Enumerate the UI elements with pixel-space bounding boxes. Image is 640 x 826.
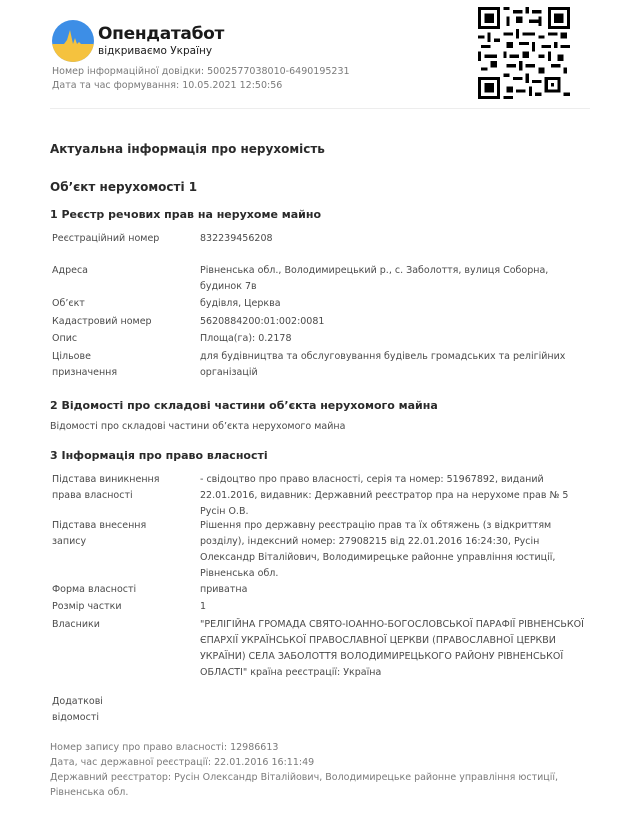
row-value: 832239456208 (200, 233, 273, 244)
row-label: Власники (52, 619, 100, 630)
record-number: Номер запису про право власності: 12986613 (50, 742, 279, 753)
header-divider (50, 108, 590, 109)
document-header (0, 0, 640, 110)
row-value: 5620884200:01:002:0081 (200, 316, 325, 327)
brand-tagline: відкриваємо Україну (98, 45, 213, 57)
row-value: для будівництва та обслуговування будівель громадських та релігійних організацій (200, 351, 566, 378)
row-value: Рішення про державну реєстрацію прав та їх обтяжень (з відкриттям розділу), індексний номер: 27908215 від 22.01.2016 16:24:30, Русін Олександр Віталійович, Володимирецьке районне управління юстиції, Рівненська обл. (200, 520, 556, 579)
section-3-title: 3 Інформація про право власності (50, 449, 268, 462)
row-label: Форма власності (52, 584, 137, 595)
row-value: будівля, Церква (200, 298, 281, 309)
section-2-title: 2 Відомості про складові частини об’єкта нерухомого майна (50, 399, 438, 412)
page-title: Актуальна інформація про нерухомість (50, 142, 325, 156)
row-value: Площа(га): 0.2178 (200, 333, 292, 344)
object-title: Об’єкт нерухомості 1 (50, 180, 198, 194)
row-value: Рівненська обл., Володимирецький р., с. Заболоття, вулиця Соборна, будинок 7в (200, 265, 549, 292)
row-label: Об’єкт (52, 298, 85, 309)
row-label: Розмір частки (52, 601, 122, 612)
row-label: Опис (52, 333, 78, 344)
row-label: Реєстраційний номер (52, 233, 160, 244)
row-label: Адреса (52, 265, 88, 276)
row-label: Цільове призначення (52, 351, 118, 378)
generated-at: Дата та час формування: 10.05.2021 12:50:56 (52, 80, 283, 91)
row-value: "РЕЛІГІЙНА ГРОМАДА СВЯТО-ІОАННО-БОГОСЛОВСЬКОЇ ПАРАФІЇ РІВНЕНСЬКОЇ ЄПАРХІЇ УКРАЇНСЬКОЇ ПРАВОСЛАВНОЇ ЦЕРКВИ (ПРАВОСЛАВНОЇ ЦЕРКВИ УКРАЇНИ) СЕЛА ЗАБОЛОТТЯ ВОЛОДИМИРЕЦЬКОГО РАЙОНУ РІВНЕНСЬКОЇ ОБЛАСТІ" країна реєстрації: Україна (200, 619, 584, 678)
section-2-text: Відомості про складові частини об’єкта нерухомого майна (50, 421, 346, 432)
row-value: 1 (200, 601, 207, 612)
opendatabot-logo-icon (52, 20, 94, 62)
row-label: Додаткові відомості (52, 696, 103, 723)
brand-name: Опендатабот (98, 24, 225, 44)
reference-number: Номер інформаційної довідки: 5002577038010-6490195231 (52, 66, 350, 77)
row-label: Підстава внесення запису (52, 520, 147, 547)
row-value: приватна (200, 584, 248, 595)
row-label: Кадастровий номер (52, 316, 152, 327)
qr-code-icon (478, 7, 570, 99)
registration-date: Дата, час державної реєстрації: 22.01.2016 16:11:49 (50, 757, 315, 768)
row-value: - свідоцтво про право власності, серія та номер: 51967892, виданий 22.01.2016, видавник: Державний реєстратор пра на нерухоме прав № 5 Русін О.В. (200, 474, 569, 517)
row-label: Підстава виникнення права власності (52, 474, 160, 501)
section-1-title: 1 Реєстр речових прав на нерухоме майно (50, 208, 322, 221)
registrar: Державний реєстратор: Русін Олександр Віталійович, Володимирецьке районне управління юстиції, Рівненська обл. (50, 772, 559, 798)
